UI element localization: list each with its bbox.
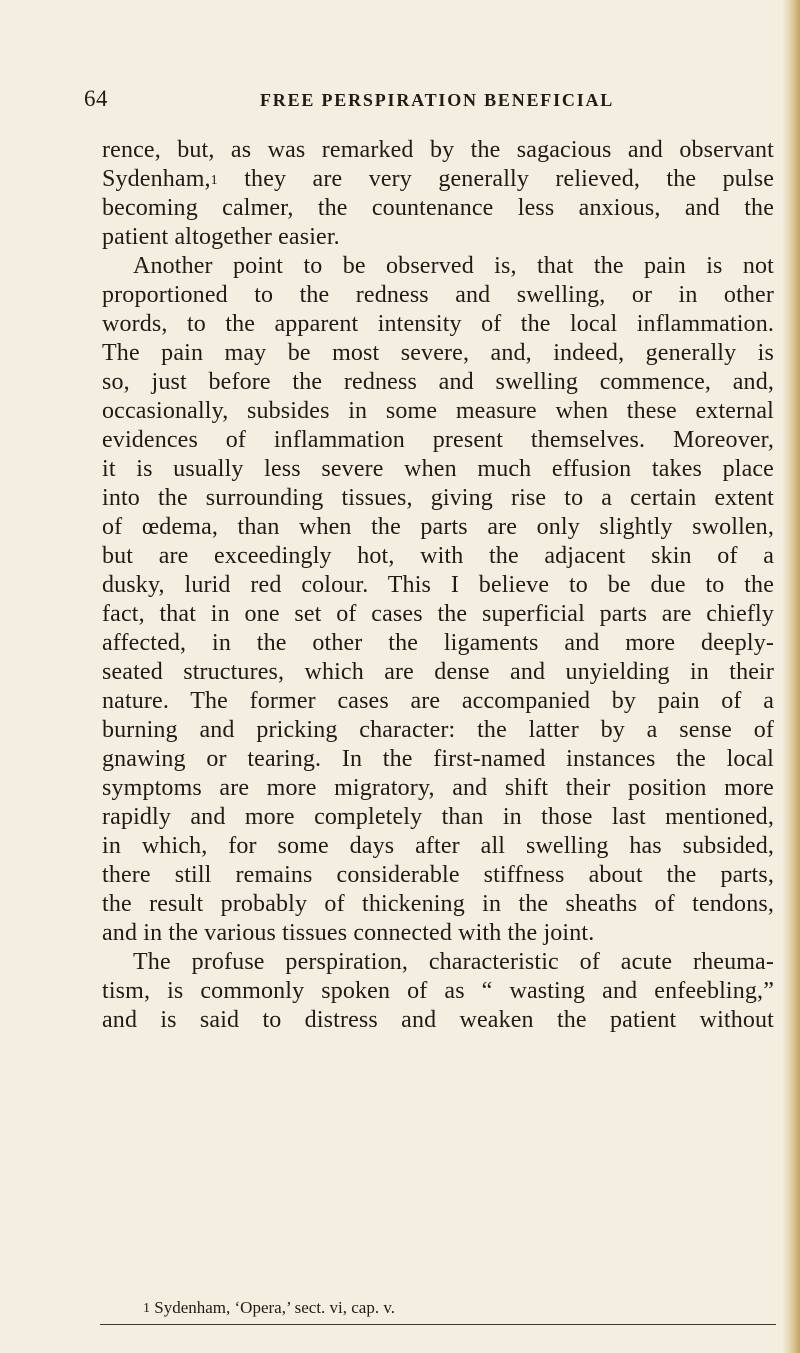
text-line: so, just before the redness and swelling commence, and, <box>102 369 774 395</box>
text-line: into the surrounding tissues, giving rise to a certain extent <box>102 485 774 511</box>
footnote-divider <box>100 1324 776 1325</box>
text-line: the result probably of thickening in the sheaths of tendons, <box>102 891 774 917</box>
text-line: there still remains considerable stiffness about the parts, <box>102 862 774 888</box>
text-line: dusky, lurid red colour. This I believe to be due to the <box>102 572 774 598</box>
text-line: tism, is commonly spoken of as “ wasting and enfeebling,” <box>102 978 774 1004</box>
text-line: proportioned to the redness and swelling, or in other <box>102 282 774 308</box>
text-line: symptoms are more migratory, and shift their position more <box>102 775 774 801</box>
text-line: of œdema, than when the parts are only slightly swollen, <box>102 514 774 540</box>
text-line: but are exceedingly hot, with the adjacent skin of a <box>102 543 774 569</box>
text-line-part: Sydenham, <box>102 166 211 192</box>
text-line: affected, in the other the ligaments and more deeply- <box>102 630 774 656</box>
page-number: 64 <box>84 86 108 111</box>
text-line: it is usually less severe when much effusion takes place <box>102 456 774 482</box>
text-line: fact, that in one set of cases the superficial parts are chiefly <box>102 601 774 627</box>
text-line: becoming calmer, the countenance less anxious, and the <box>102 195 774 221</box>
text-line: words, to the apparent intensity of the local inflammation. <box>102 311 774 337</box>
text-line: and in the various tissues connected with the joint. <box>102 920 595 946</box>
text-line: gnawing or tearing. In the first-named instances the local <box>102 746 774 772</box>
text-line: rapidly and more completely than in those last mentioned, <box>102 804 774 830</box>
text-line: The pain may be most severe, and, indeed, generally is <box>102 340 774 366</box>
running-head: FREE PERSPIRATION BENEFICIAL <box>260 90 615 110</box>
text-line: in which, for some days after all swelling has subsided, <box>102 833 774 859</box>
text-line: burning and pricking character: the latter by a sense of <box>102 717 774 743</box>
body-text <box>102 136 774 1035</box>
text-line: nature. The former cases are accompanied by pain of a <box>102 688 774 714</box>
footnote <box>143 1297 395 1319</box>
text-line-with-footnote-ref <box>102 165 774 194</box>
footnote-text: Sydenham, ‘Opera,’ sect. vi, cap. v. <box>154 1298 395 1317</box>
text-line: occasionally, subsides in some measure when these external <box>102 398 774 424</box>
text-line: Another point to be observed is, that the pain is not <box>133 253 774 279</box>
text-line: evidences of inflammation present themselves. Moreover, <box>102 427 774 453</box>
page-edge-shadow <box>782 0 800 1353</box>
text-line: seated structures, which are dense and unyielding in their <box>102 659 774 685</box>
text-line: The profuse perspiration, characteristic of acute rheuma- <box>133 949 774 975</box>
text-line: patient altogether easier. <box>102 224 340 250</box>
text-line-part: they are very generally relieved, the pulse <box>217 166 774 192</box>
text-line: and is said to distress and weaken the patient without <box>102 1007 774 1033</box>
footnote-reference: 1 <box>210 173 218 188</box>
text-line: rence, but, as was remarked by the sagacious and observant <box>102 137 774 163</box>
footnote-marker: 1 <box>143 1301 150 1316</box>
